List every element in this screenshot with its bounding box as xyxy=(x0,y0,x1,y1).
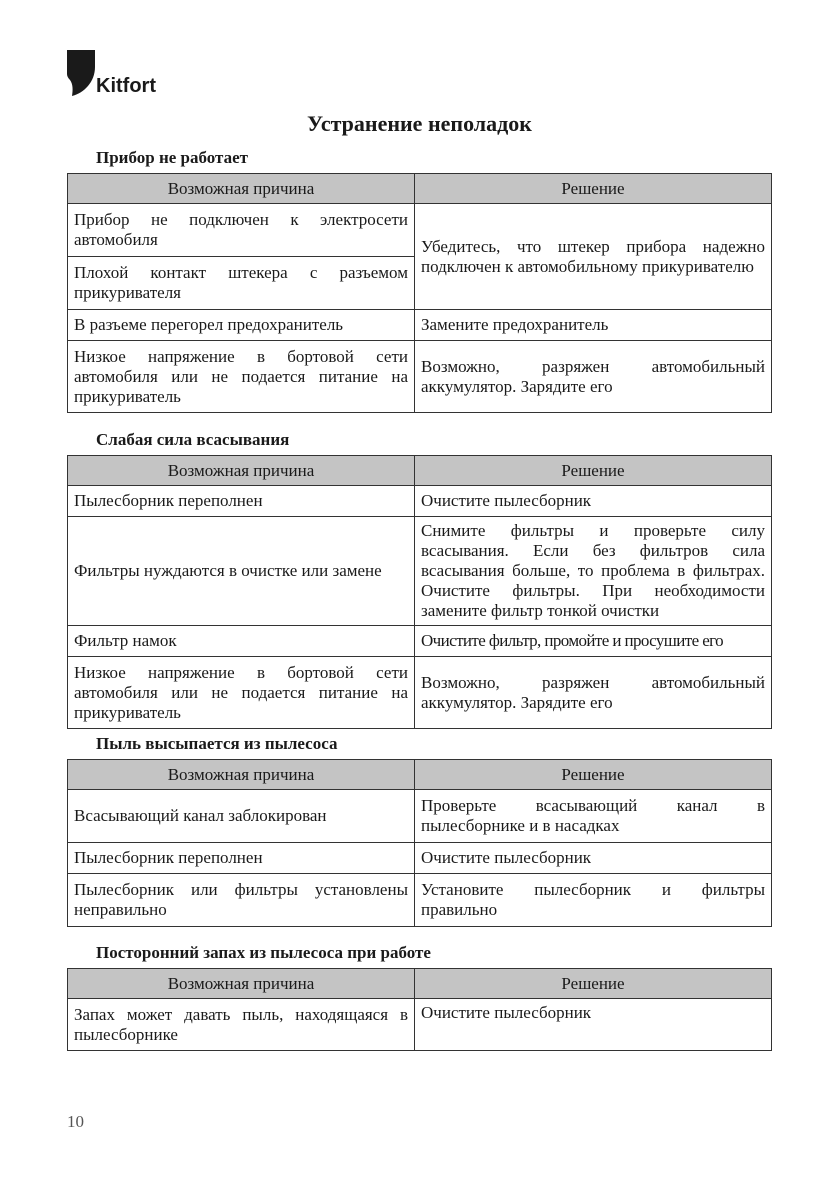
header-solution: Решение xyxy=(415,760,772,790)
section-title: Слабая сила всасывания xyxy=(96,430,290,449)
cause-cell: Прибор не подключен к электросети автомобиля xyxy=(68,204,415,257)
cause-cell: Плохой контакт штекера с разъемом прикуривателя xyxy=(68,257,415,310)
table-row xyxy=(68,310,772,341)
cause-cell: Фильтры нуждаются в очистке или замене xyxy=(68,517,415,626)
troubleshooting-table xyxy=(67,759,772,927)
solution-cell: Очистите пылесборник xyxy=(415,486,772,517)
troubleshooting-table xyxy=(67,173,772,413)
page-number: 10 xyxy=(67,1112,84,1131)
section-title: Посторонний запах из пылесоса при работе xyxy=(96,943,431,962)
header-cause: Возможная причина xyxy=(68,174,415,204)
solution-cell: Замените предохранитель xyxy=(415,310,772,341)
table-row xyxy=(68,341,772,413)
table-row xyxy=(68,626,772,657)
solution-cell: Очистите пылесборник xyxy=(415,999,772,1051)
cause-cell: Низкое напряжение в бортовой сети автомобиля или не подается питание на прикуриватель xyxy=(68,657,415,729)
header-solution: Решение xyxy=(415,456,772,486)
cause-cell: Пылесборник или фильтры установлены неправильно xyxy=(68,874,415,927)
cause-cell: Пылесборник переполнен xyxy=(68,843,415,874)
table-header-row xyxy=(68,174,772,204)
table-header-row xyxy=(68,456,772,486)
cause-cell: Всасывающий канал заблокирован xyxy=(68,790,415,843)
solution-cell: Очистите пылесборник xyxy=(415,843,772,874)
solution-cell: Убедитесь, что штекер прибора надежно подключен к автомобильному прикуривателю xyxy=(415,204,772,310)
brand-logo xyxy=(66,50,166,96)
solution-cell: Возможно, разряжен автомобильный аккумулятор. Зарядите его xyxy=(415,341,772,413)
cause-cell: Запах может давать пыль, находящаяся в пылесборнике xyxy=(68,999,415,1051)
header-cause: Возможная причина xyxy=(68,969,415,999)
solution-cell: Возможно, разряжен автомобильный аккумулятор. Зарядите его xyxy=(415,657,772,729)
solution-cell: Снимите фильтры и проверьте силу всасывания. Если без фильтров сила всасывания больше, то проблема в фильтрах. Очистите фильтры. При необходимости замените фильтр тонкой очистки xyxy=(415,517,772,626)
header-solution: Решение xyxy=(415,174,772,204)
table-row xyxy=(68,874,772,927)
table-row xyxy=(68,843,772,874)
table-row xyxy=(68,517,772,626)
table-row xyxy=(68,204,772,257)
cause-cell: Пылесборник переполнен xyxy=(68,486,415,517)
table-row xyxy=(68,999,772,1051)
table-header-row xyxy=(68,760,772,790)
section-title: Пыль высыпается из пылесоса xyxy=(96,734,338,753)
section-title: Прибор не работает xyxy=(96,148,249,167)
solution-cell: Проверьте всасывающий канал в пылесборнике и в насадках xyxy=(415,790,772,843)
header-cause: Возможная причина xyxy=(68,456,415,486)
troubleshooting-table xyxy=(67,455,772,729)
cause-cell: Низкое напряжение в бортовой сети автомобиля или не подается питание на прикуриватель xyxy=(68,341,415,413)
page-title: Устранение неполадок xyxy=(307,111,532,136)
table-row xyxy=(68,486,772,517)
header-cause: Возможная причина xyxy=(68,760,415,790)
brand-name: Kitfort xyxy=(96,75,156,97)
table-header-row xyxy=(68,969,772,999)
troubleshooting-table xyxy=(67,968,772,1051)
kitfort-logo-icon xyxy=(66,50,96,96)
header-solution: Решение xyxy=(415,969,772,999)
solution-cell: Очистите фильтр, промойте и просушите его xyxy=(415,626,772,657)
solution-cell: Установите пылесборник и фильтры правильно xyxy=(415,874,772,927)
cause-cell: В разъеме перегорел предохранитель xyxy=(68,310,415,341)
table-row xyxy=(68,790,772,843)
table-row xyxy=(68,657,772,729)
cause-cell: Фильтр намок xyxy=(68,626,415,657)
